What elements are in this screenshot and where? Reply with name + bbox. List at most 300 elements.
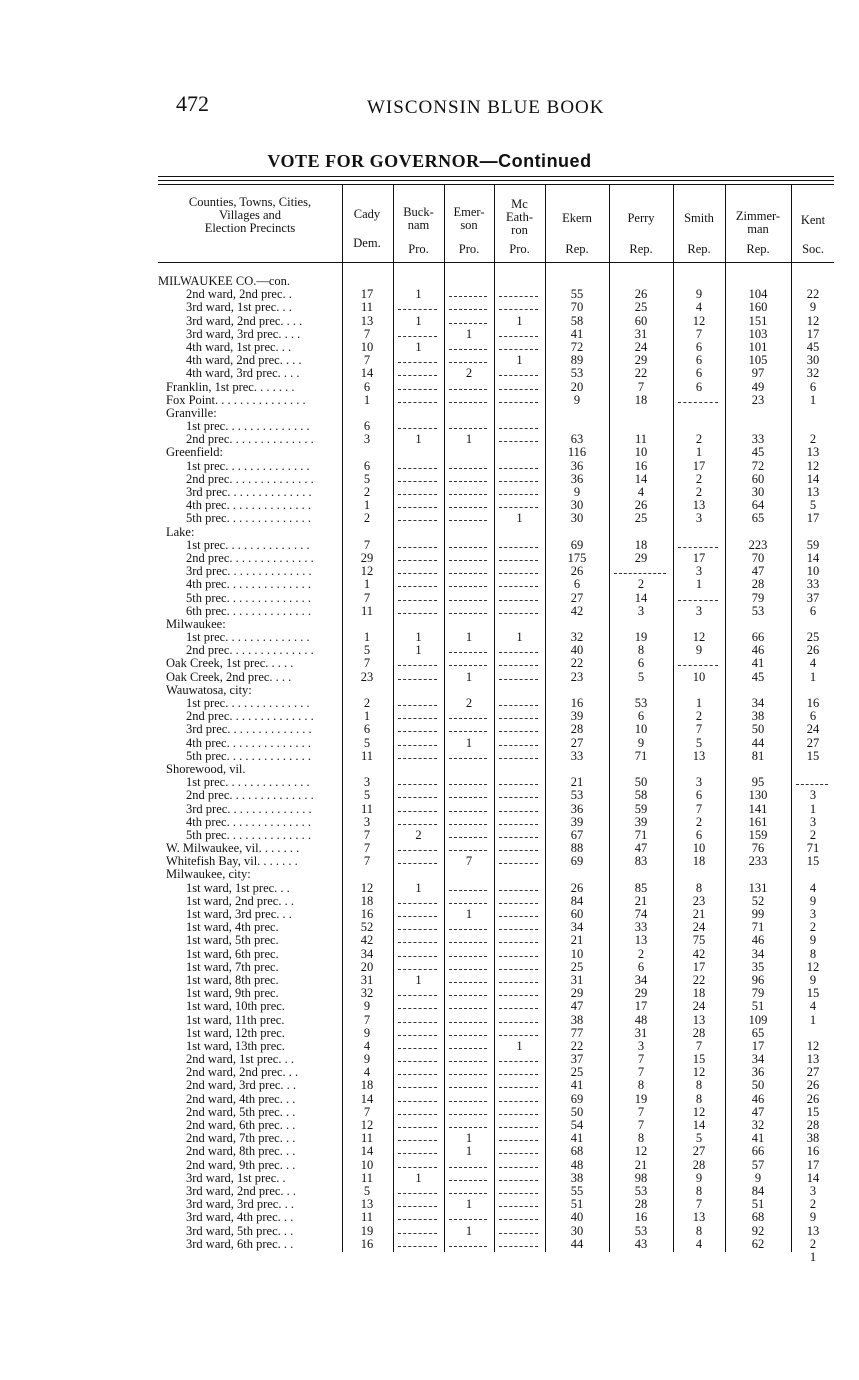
vote-count: 28: [806, 1118, 820, 1132]
no-vote-dash: [499, 679, 538, 680]
precinct-label: 2nd ward, 5th prec. . .: [186, 1104, 296, 1119]
precinct-label: 1st ward, 8th prec.: [186, 972, 279, 987]
no-vote-dash: [398, 969, 437, 970]
vote-count: 17: [806, 326, 820, 341]
column-rule: [609, 184, 610, 1252]
vote-count: 30: [570, 498, 584, 513]
vote-count: 1: [516, 511, 523, 526]
no-vote-dash: [398, 1048, 437, 1049]
vote-count: 6: [695, 366, 703, 381]
vote-count: 14: [360, 1091, 374, 1106]
vote-count: 1: [465, 1197, 473, 1212]
no-vote-dash: [796, 784, 828, 785]
vote-count: 16: [360, 1236, 374, 1251]
vote-count: 12: [692, 1104, 706, 1119]
vote-count: 7: [363, 841, 371, 856]
vote-count: 4: [695, 1236, 703, 1251]
vote-count: 38: [751, 709, 765, 724]
vote-count: 13: [634, 933, 648, 948]
vote-count: 46: [751, 933, 765, 948]
vote-count: 12: [692, 630, 706, 645]
vote-count: 39: [634, 814, 648, 829]
column-rule: [545, 184, 546, 1252]
table-row: [158, 433, 834, 446]
vote-count: 6: [637, 959, 645, 974]
vote-count: 45: [806, 339, 820, 354]
vote-count: 1: [415, 287, 422, 302]
no-vote-dash: [449, 389, 487, 390]
vote-count: 7: [695, 722, 703, 737]
vote-count: 9: [695, 287, 703, 302]
vote-count: 69: [570, 854, 584, 869]
vote-count: 30: [751, 485, 765, 499]
vote-count: 46: [751, 643, 765, 658]
vote-count: 50: [751, 1078, 765, 1093]
precinct-label: 2nd ward, 4th prec. . .: [186, 1091, 296, 1106]
precinct-label: Franklin, 1st prec. . . . . . .: [166, 379, 295, 394]
vote-count: 1: [516, 630, 523, 645]
precinct-label: 2nd ward, 6th prec. . .: [186, 1118, 296, 1132]
precinct-label: 1st ward, 12th prec.: [186, 1025, 285, 1040]
candidate-name: [674, 212, 724, 225]
no-vote-dash: [449, 600, 487, 601]
column-header: [674, 184, 724, 262]
no-vote-dash: [499, 652, 538, 653]
table-row: [158, 671, 834, 684]
no-vote-dash: [398, 1061, 437, 1062]
vote-count: 96: [751, 972, 765, 987]
precinct-label: 2nd prec. . . . . . . . . . . . . .: [186, 709, 314, 724]
no-vote-dash: [398, 1167, 437, 1168]
precinct-label: 2nd ward, 3rd prec. . .: [186, 1078, 297, 1093]
precinct-label: 4th prec. . . . . . . . . . . . . .: [186, 498, 311, 513]
vote-count: 6: [363, 458, 371, 473]
precinct-label: Milwaukee:: [166, 616, 226, 631]
precinct-label: 4th prec. . . . . . . . . . . . . .: [186, 814, 311, 829]
column-rule: [342, 184, 343, 1252]
vote-count: 34: [751, 1052, 765, 1067]
vote-count: 25: [570, 1065, 584, 1080]
vote-count: 9: [695, 1170, 703, 1185]
vote-count: 70: [570, 300, 584, 315]
no-vote-dash: [398, 389, 437, 390]
vote-count: 32: [360, 986, 374, 1001]
vote-count: 42: [360, 933, 374, 948]
no-vote-dash: [398, 481, 437, 482]
candidate-name-line: Emer-: [453, 205, 485, 219]
vote-count: 31: [634, 1025, 648, 1040]
vote-count: 7: [637, 1118, 645, 1132]
vote-count: 7: [363, 537, 371, 552]
vote-count: 12: [806, 313, 820, 328]
vote-count: 16: [570, 696, 584, 710]
no-vote-dash: [449, 428, 487, 429]
no-vote-dash: [398, 402, 437, 403]
vote-count: 1: [465, 735, 473, 750]
no-vote-dash: [499, 375, 538, 376]
vote-count: 54: [570, 1118, 584, 1132]
vote-count: 1: [465, 326, 473, 341]
vote-count: 12: [360, 1118, 374, 1132]
column-header: [546, 184, 608, 262]
no-vote-dash: [398, 942, 437, 943]
vote-count: 25: [806, 630, 820, 645]
column-header: [495, 184, 544, 262]
vote-count: 1: [516, 353, 523, 368]
vote-count: 41: [570, 1078, 584, 1093]
vote-count: 3: [637, 603, 645, 618]
table-row: [158, 1145, 834, 1158]
candidate-name-line: Kent: [800, 213, 826, 227]
vote-count: 45: [751, 445, 765, 460]
no-vote-dash: [449, 969, 487, 970]
no-vote-dash: [398, 1114, 437, 1115]
vote-count: 2: [415, 827, 422, 842]
precinct-label: 1st prec. . . . . . . . . . . . . .: [186, 630, 310, 645]
vote-count: 2: [809, 432, 817, 447]
column-rule: [444, 184, 445, 1252]
vote-count: 1: [363, 709, 371, 724]
vote-count: 25: [634, 300, 648, 315]
precinct-label: Greenfield:: [166, 445, 223, 460]
precinct-label: 2nd prec. . . . . . . . . . . . . .: [186, 471, 314, 486]
vote-count: 4: [809, 999, 817, 1014]
vote-count: 30: [806, 353, 820, 368]
vote-count: 42: [570, 603, 584, 618]
precinct-label: 4th ward, 3rd prec. . . .: [186, 366, 300, 381]
vote-count: 23: [570, 669, 584, 684]
vote-count: 41: [751, 1131, 765, 1146]
vote-count: 11: [634, 432, 648, 447]
candidate-name-line: Smith: [684, 211, 714, 225]
table-row: [158, 750, 834, 763]
vote-count: 8: [637, 1078, 645, 1093]
vote-count: 26: [634, 498, 648, 513]
no-vote-dash: [398, 362, 437, 363]
no-vote-dash: [398, 903, 437, 904]
no-vote-dash: [499, 1193, 538, 1194]
precinct-label: Granville:: [166, 405, 217, 420]
no-vote-dash: [499, 600, 538, 601]
vote-count: 19: [634, 1091, 648, 1106]
no-vote-dash: [449, 758, 487, 759]
vote-count: 1: [809, 669, 817, 684]
no-vote-dash: [614, 573, 666, 574]
vote-count: 6: [363, 379, 371, 394]
no-vote-dash: [499, 1206, 538, 1207]
vote-count: 151: [748, 313, 768, 328]
table-row: [158, 460, 834, 473]
vote-count: 6: [363, 419, 371, 434]
vote-count: 14: [806, 550, 820, 565]
no-vote-dash: [398, 824, 437, 825]
no-vote-dash: [449, 890, 487, 891]
no-vote-dash: [398, 916, 437, 917]
no-vote-dash: [449, 837, 487, 838]
no-vote-dash: [449, 652, 487, 653]
precinct-label: 3rd prec. . . . . . . . . . . . . .: [186, 722, 312, 737]
vote-count: 4: [695, 300, 703, 315]
vote-count: 1: [415, 432, 422, 447]
vote-count: 13: [806, 1052, 820, 1067]
no-vote-dash: [449, 731, 487, 732]
table-header: [158, 184, 834, 262]
vote-count: 29: [634, 986, 648, 1001]
no-vote-dash: [499, 1101, 538, 1102]
vote-count: 1: [516, 313, 523, 328]
vote-count: 8: [695, 1183, 703, 1198]
vote-count: 64: [751, 498, 765, 513]
running-head: WISCONSIN BLUE BOOK: [367, 97, 605, 118]
vote-count: 67: [570, 827, 584, 842]
vote-count: 36: [570, 471, 584, 486]
vote-count: 7: [695, 801, 703, 816]
vote-count: 12: [634, 1144, 648, 1159]
no-vote-dash: [449, 1127, 487, 1128]
no-vote-dash: [499, 560, 538, 561]
precinct-label: 3rd ward, 3rd prec. . . .: [186, 326, 301, 341]
vote-count: 13: [806, 485, 820, 499]
vote-count: 34: [634, 972, 648, 987]
vote-count: 55: [570, 287, 584, 302]
vote-count: 5: [363, 788, 371, 803]
no-vote-dash: [398, 995, 437, 996]
vote-count: 1: [809, 1012, 817, 1027]
no-vote-dash: [398, 797, 437, 798]
vote-count: 16: [806, 696, 820, 710]
vote-count: 9: [809, 972, 817, 987]
no-vote-dash: [499, 1167, 538, 1168]
no-vote-dash: [499, 296, 538, 297]
vote-count: 32: [570, 630, 584, 645]
precinct-label: 1st prec. . . . . . . . . . . . . .: [186, 419, 310, 434]
vote-count: 21: [634, 1157, 648, 1172]
no-vote-dash: [499, 428, 538, 429]
vote-count: 1: [415, 880, 422, 895]
vote-count: 3: [695, 603, 703, 618]
vote-count: 10: [360, 339, 374, 354]
vote-count: 2: [809, 827, 817, 842]
vote-count: 17: [692, 458, 706, 473]
vote-count: 49: [751, 379, 765, 394]
precinct-label: 5th prec. . . . . . . . . . . . . .: [186, 511, 311, 526]
no-vote-dash: [449, 494, 487, 495]
vote-count: 2: [363, 485, 371, 499]
vote-count: 52: [360, 920, 374, 935]
no-vote-dash: [449, 982, 487, 983]
no-vote-dash: [499, 969, 538, 970]
vote-count: 2: [695, 485, 703, 499]
table-row: [158, 1172, 834, 1185]
precinct-label: 1st prec. . . . . . . . . . . . . .: [186, 458, 310, 473]
no-vote-dash: [398, 1140, 437, 1141]
vote-count: 10: [692, 669, 706, 684]
vote-count: 36: [751, 1065, 765, 1080]
no-vote-dash: [499, 784, 538, 785]
vote-count: 13: [806, 445, 820, 460]
vote-count: 16: [634, 458, 648, 473]
vote-count: 33: [634, 920, 648, 935]
no-vote-dash: [499, 494, 538, 495]
table-row: [158, 592, 834, 605]
precinct-label: 1st ward, 6th prec.: [186, 946, 279, 961]
no-vote-dash: [449, 784, 487, 785]
vote-count: 3: [695, 564, 703, 579]
vote-count: 38: [570, 1012, 584, 1027]
vote-count: 2: [637, 946, 645, 961]
precinct-label: 4th prec. . . . . . . . . . . . . .: [186, 735, 311, 750]
vote-count: 38: [806, 1131, 820, 1146]
no-vote-dash: [499, 811, 538, 812]
vote-count: 109: [748, 1012, 768, 1027]
vote-count: 7: [465, 854, 473, 869]
vote-count: 23: [360, 669, 374, 684]
vote-count: 69: [570, 537, 584, 552]
table-row: [158, 328, 834, 341]
vote-count: 5: [695, 1131, 703, 1146]
vote-count: 84: [570, 893, 584, 908]
precinct-label: 2nd ward, 9th prec. . .: [186, 1157, 296, 1172]
no-vote-dash: [449, 547, 487, 548]
vote-count: 5: [363, 471, 371, 486]
vote-count: 12: [692, 313, 706, 328]
vote-count: 6: [809, 709, 817, 724]
vote-count: 24: [692, 920, 706, 935]
vote-count: 17: [806, 1157, 820, 1172]
vote-count: 59: [634, 801, 648, 816]
vote-count: 12: [360, 880, 374, 895]
vote-count: 24: [692, 999, 706, 1014]
table-row: [158, 1225, 834, 1238]
vote-count: 6: [637, 709, 645, 724]
vote-count: 53: [634, 1223, 648, 1238]
vote-count: 1: [465, 669, 473, 684]
vote-count: 22: [570, 1038, 584, 1053]
precinct-label: 2nd ward, 8th prec. . .: [186, 1144, 296, 1159]
vote-count: 14: [806, 471, 820, 486]
no-vote-dash: [678, 547, 718, 548]
precinct-label: 1st ward, 4th prec.: [186, 920, 279, 935]
vote-count: 5: [363, 643, 371, 658]
table-title-main: VOTE FOR GOVERNOR: [267, 151, 480, 171]
vote-count: 71: [634, 827, 648, 842]
table-row: [158, 1014, 834, 1027]
vote-count: 37: [570, 1052, 584, 1067]
candidate-name-line: Cady: [353, 207, 381, 221]
precinct-label: 1st prec. . . . . . . . . . . . . .: [186, 696, 310, 710]
vote-count: 50: [570, 1104, 584, 1119]
no-vote-dash: [499, 468, 538, 469]
vote-count: 7: [363, 1012, 371, 1027]
vote-count: 84: [751, 1183, 765, 1198]
vote-count: 42: [692, 946, 706, 961]
vote-count: 9: [573, 485, 581, 499]
vote-count: 27: [570, 590, 584, 605]
no-vote-dash: [449, 560, 487, 561]
vote-count: 6: [695, 353, 703, 368]
vote-count: 1: [465, 907, 473, 921]
vote-count: 66: [751, 1144, 765, 1159]
vote-count: 85: [634, 880, 648, 895]
vote-count: 3: [695, 775, 703, 790]
vote-count: 21: [570, 933, 584, 948]
vote-count: 26: [806, 643, 820, 658]
precinct-label: 2nd prec. . . . . . . . . . . . . .: [186, 788, 314, 803]
no-vote-dash: [449, 1008, 487, 1009]
vote-count: 30: [570, 511, 584, 526]
vote-count: 1: [415, 1170, 422, 1185]
vote-count: 4: [809, 656, 817, 671]
table-row: [158, 816, 834, 829]
candidate-name-line: nam: [407, 218, 430, 232]
no-vote-dash: [499, 1114, 538, 1115]
no-vote-dash: [499, 1140, 538, 1141]
no-vote-dash: [499, 731, 538, 732]
no-vote-dash: [398, 811, 437, 812]
vote-count: 13: [692, 748, 706, 763]
top-rule: [158, 176, 834, 177]
no-vote-dash: [398, 428, 437, 429]
no-vote-dash: [398, 665, 437, 666]
vote-count: 1: [465, 1223, 473, 1238]
no-vote-dash: [398, 1101, 437, 1102]
vote-count: 68: [570, 1144, 584, 1159]
vote-count: 28: [692, 1025, 706, 1040]
column-header: [394, 184, 443, 262]
vote-count: 31: [634, 326, 648, 341]
vote-count: 8: [695, 1223, 703, 1238]
no-vote-dash: [398, 1074, 437, 1075]
vote-count: 12: [806, 959, 820, 974]
vote-count: 1: [809, 392, 817, 407]
no-vote-dash: [449, 323, 487, 324]
vote-table-body: [158, 275, 834, 1264]
column-rule: [393, 184, 394, 1252]
column-rule: [791, 184, 792, 1252]
vote-count: 8: [695, 1078, 703, 1093]
precinct-label: 2nd ward, 2nd prec. . .: [186, 1065, 299, 1080]
vote-count: 6: [695, 827, 703, 842]
vote-count: 103: [748, 326, 768, 341]
no-vote-dash: [499, 705, 538, 706]
vote-count: 8: [695, 1091, 703, 1106]
vote-count: 24: [806, 722, 820, 737]
vote-count: 3: [809, 814, 817, 829]
vote-count: 44: [751, 735, 765, 750]
vote-count: 26: [806, 1091, 820, 1106]
precinct-label: 3rd prec. . . . . . . . . . . . . .: [186, 801, 312, 816]
vote-count: 2: [809, 1236, 817, 1251]
vote-count: 161: [748, 814, 768, 829]
no-vote-dash: [449, 942, 487, 943]
no-vote-dash: [449, 507, 487, 508]
precinct-label: 1st ward, 5th prec.: [186, 933, 279, 948]
vote-count: 11: [360, 1210, 374, 1225]
table-title: [0, 151, 859, 172]
vote-count: 1: [516, 1038, 523, 1053]
no-vote-dash: [398, 1153, 437, 1154]
vote-count: 6: [695, 379, 703, 394]
vote-count: 1: [465, 432, 473, 447]
vote-count: 22: [570, 656, 584, 671]
candidate-name-line: Perry: [627, 211, 655, 225]
vote-count: 28: [751, 577, 765, 592]
vote-count: 7: [637, 1052, 645, 1067]
column-header: [610, 184, 672, 262]
vote-count: 223: [748, 537, 768, 552]
no-vote-dash: [449, 1074, 487, 1075]
stub-header: [158, 196, 342, 235]
